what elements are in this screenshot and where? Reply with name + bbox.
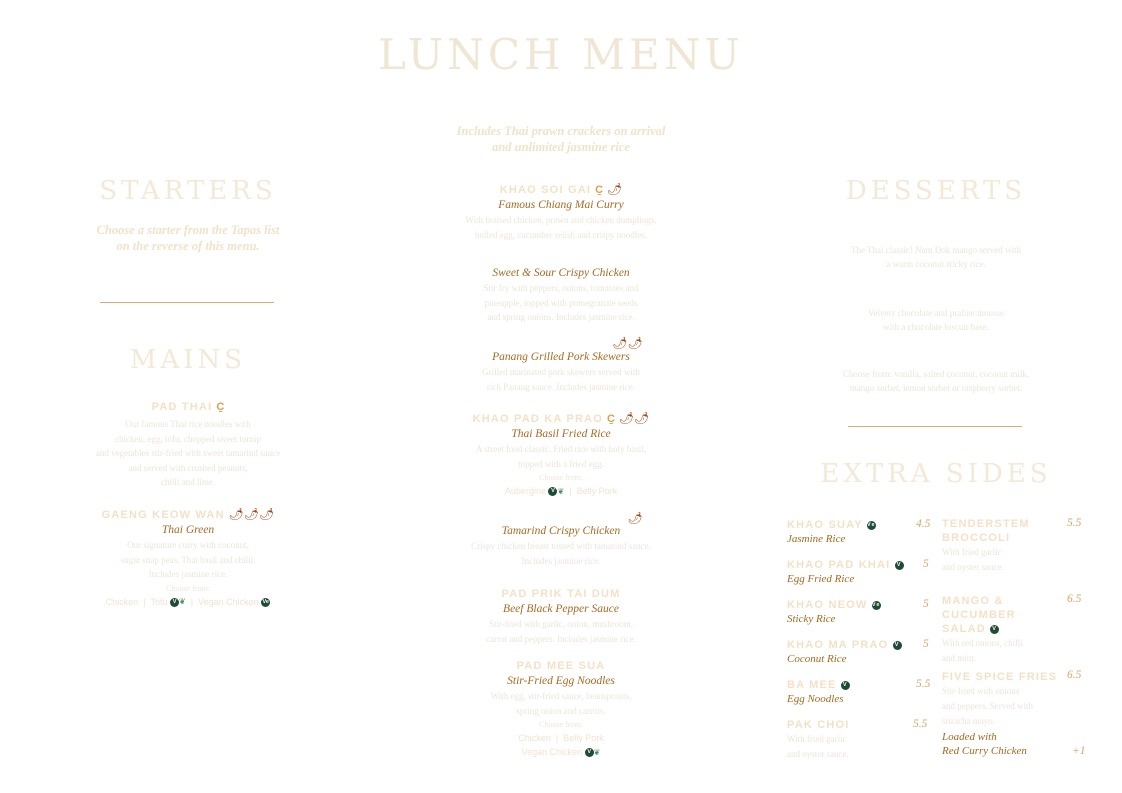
- option-belly-pork: Belly Pork: [563, 733, 604, 743]
- dish-subtitle: Tamarind Crispy Chicken: [501, 525, 621, 537]
- dish-desc-line: Includes jasmine rice.: [521, 555, 601, 566]
- dish-desc-line: boiled egg, cucumber relish and crispy noodles.: [475, 229, 647, 240]
- option-separator: |: [143, 596, 146, 607]
- option-chicken: Chicken: [105, 596, 139, 607]
- choose-from-label: Choose from:: [539, 473, 583, 482]
- dish-khao-soi-gai: [431, 180, 691, 242]
- dish-sweet-sour-chicken: [431, 266, 691, 325]
- side-khao-suay: [787, 518, 927, 546]
- dish-desc-line: Our signature curry with coconut,: [127, 540, 249, 550]
- leaf-icon: ❦: [593, 747, 601, 757]
- side-desc-line: With fried garlic: [787, 734, 847, 744]
- side-subtitle: Jasmine Rice: [787, 533, 846, 545]
- side-desc-line: With red onions, chilli: [942, 638, 1023, 648]
- dish-name: KHAO PAD KA PRAO: [472, 413, 603, 425]
- side-pak-choi: [787, 718, 927, 762]
- option-separator: |: [569, 486, 572, 496]
- dish-desc-line: and vegetables stir-fried with sweet tamarind sauce: [95, 448, 281, 458]
- side-subtitle: Egg Fried Rice: [787, 573, 855, 585]
- option-separator: |: [190, 596, 194, 607]
- dish-desc-line: and spring onions. Includes jasmine rice.: [487, 312, 635, 322]
- gluten-free-icon: C̱: [595, 184, 604, 196]
- option-belly-pork: Belly Pork: [576, 486, 618, 496]
- dish-name: KHAO SOI GAI: [499, 184, 592, 196]
- dish-desc-line: sugar snap peas, Thai basil and chilli.: [120, 554, 256, 565]
- dish-name: PAD PRIK TAI DUM: [501, 588, 621, 600]
- side-name: MANGO & CUCUMBER: [942, 595, 1016, 621]
- loaded-addon: [942, 730, 1067, 758]
- side-price: 5: [923, 598, 929, 610]
- side-price: 5.5: [1067, 517, 1082, 529]
- vegetarian-icon: V: [585, 748, 594, 757]
- side-name: KHAO PAD KHAI V: [787, 558, 927, 572]
- side-name: PAK CHOI: [787, 719, 850, 731]
- dish-desc-line: spring onion and carrots.: [516, 705, 606, 716]
- side-name: KHAO MA PRAO V: [787, 638, 927, 652]
- dish-desc-line: Stir fry with peppers, onions, tomatoes and: [483, 283, 639, 293]
- vegetarian-icon: V: [990, 625, 999, 634]
- side-tenderstem-broccoli: [942, 517, 1062, 575]
- side-price: 6.5: [1067, 593, 1082, 605]
- side-desc-line: and peppers. Served with: [942, 701, 1033, 711]
- vegan-icon: Ve: [866, 521, 876, 528]
- dish-options: [431, 745, 691, 760]
- side-price: 6.5: [1067, 669, 1082, 681]
- dish-desc-line: Includes jasmine rice.: [148, 569, 228, 579]
- loaded-line-2: Red Curry Chicken: [942, 745, 1027, 757]
- dish-subtitle: Beef Black Pepper Sauce: [503, 603, 619, 615]
- side-desc-line: With fried garlic: [942, 547, 1002, 557]
- side-desc-line: Stir-fried with onions: [942, 686, 1020, 696]
- dish-desc-line: topped with a fried egg.: [518, 458, 604, 469]
- dish-desc-line: With egg, stir-fried sauce, beansprouts,: [490, 691, 632, 701]
- side-price: 4.5: [916, 518, 931, 530]
- side-khao-ma-prao: [787, 638, 927, 666]
- starters-note-2: on the reverse of this menu.: [116, 239, 260, 253]
- vegetarian-icon: V: [841, 681, 850, 690]
- side-name: BROCCOLI: [942, 532, 1011, 544]
- intro-note: [411, 123, 711, 155]
- side-name: FIVE SPICE FRIES: [942, 671, 1058, 683]
- starters-note: [60, 222, 316, 254]
- desserts-divider: [848, 426, 1022, 427]
- vegetarian-icon: V: [170, 598, 179, 607]
- dessert-item: [806, 367, 1066, 395]
- chili-icon: 🌶🌶: [612, 336, 643, 350]
- dish-desc-line: rich Panang sauce. Includes jasmine rice.: [486, 381, 636, 392]
- side-name: SALAD V: [942, 622, 1072, 636]
- desserts-heading: DESSERTS: [845, 176, 1027, 206]
- dessert-desc-line: Choose from: vanilla, salted coconut, coconut milk,: [842, 369, 1030, 379]
- side-price: 5.5: [916, 678, 931, 690]
- gluten-free-icon: C̱: [216, 401, 225, 413]
- side-price: 5.5: [913, 718, 928, 730]
- dessert-desc-line: a warm coconut sticky rice.: [886, 259, 986, 269]
- dish-khao-pad-ka-prao: [431, 409, 691, 499]
- chili-icon: 🌶🌶🌶: [228, 507, 275, 521]
- dish-tamarind-chicken: [431, 512, 691, 568]
- dish-desc-line: Grilled marinated pork skewers served with: [482, 367, 640, 377]
- option-vegan-chicken: Vegan Chicken: [198, 596, 259, 607]
- side-desc-line: sriracha mayo.: [942, 716, 995, 726]
- page-title: LUNCH MENU: [378, 30, 744, 79]
- dish-desc-line: With braised chicken, prawn and chicken dumplings,: [465, 215, 657, 225]
- vegetarian-icon: V: [895, 561, 904, 570]
- dish-options: [60, 595, 316, 610]
- side-price: 5: [923, 558, 929, 570]
- choose-from-label: Choose from:: [166, 583, 210, 593]
- dessert-desc-line: Velvety chocolate and praline mousse: [868, 308, 1004, 318]
- dish-options: [431, 484, 691, 499]
- dish-gaeng-keow-wan: [60, 505, 316, 609]
- dish-pad-thai: [60, 397, 316, 490]
- side-name: BA MEE V: [787, 678, 927, 692]
- dessert-desc-line: with a chocolate biscuit base.: [883, 322, 989, 332]
- dish-name: PAD THAI: [151, 401, 213, 413]
- chili-icon: 🌶: [627, 511, 643, 525]
- dish-subtitle: Thai Green: [161, 524, 215, 536]
- vegan-icon: Ve: [871, 601, 881, 608]
- starters-divider: [100, 302, 274, 303]
- dish-subtitle: Famous Chiang Mai Curry: [498, 199, 624, 211]
- side-subtitle: Sticky Rice: [787, 613, 836, 625]
- leaf-icon: ❦: [557, 486, 565, 496]
- dish-pad-mee-sua: [431, 656, 691, 760]
- mains-heading: MAINS: [129, 345, 247, 375]
- side-desc-line: and mint.: [942, 653, 976, 663]
- option-aubergine: Aubergine: [504, 486, 546, 496]
- side-name: TENDERSTEM: [942, 518, 1030, 530]
- starters-heading: STARTERS: [99, 176, 277, 206]
- vegetarian-icon: V: [893, 641, 902, 650]
- dish-options: [431, 731, 691, 745]
- loaded-line-1: Loaded with: [942, 731, 997, 743]
- side-mango-cucumber-salad: [942, 594, 1072, 666]
- intro-line-2: and unlimited jasmine rice: [492, 140, 630, 154]
- side-five-spice-fries: [942, 670, 1067, 729]
- choose-from-label: Choose from:: [539, 720, 583, 729]
- dish-pad-prik-tai-dum: [431, 584, 691, 646]
- chili-icon: 🌶: [607, 182, 623, 196]
- leaf-icon: ❦: [179, 597, 186, 607]
- dish-desc-line: Stir-fried with garlic, onion, mushroom,: [488, 619, 634, 629]
- option-chicken: Chicken: [518, 733, 551, 743]
- dish-subtitle: Sweet & Sour Crispy Chicken: [492, 267, 630, 279]
- dish-desc-line: pineapple, topped with pomegranate seeds: [484, 297, 638, 308]
- side-price: 5: [923, 638, 929, 650]
- side-subtitle: Coconut Rice: [787, 653, 847, 665]
- vegetarian-icon: V: [548, 487, 557, 496]
- dish-name: GAENG KEOW WAN: [101, 509, 225, 521]
- starters-note-1: Choose a starter from the Tapas list: [96, 223, 280, 237]
- dish-subtitle: Panang Grilled Pork Skewers: [492, 351, 630, 363]
- dish-desc-line: chicken, egg, tofu, chopped sweet turnip: [115, 433, 261, 444]
- side-subtitle: Egg Noodles: [787, 693, 844, 705]
- dish-desc-line: and served with crushed peanuts,: [128, 462, 248, 473]
- dish-desc-line: chilli and lime.: [160, 477, 216, 487]
- dish-desc-line: carrot and peppers. Includes jasmine rice.: [486, 633, 636, 644]
- option-vegan-chicken: Vegan Chicken: [521, 747, 583, 757]
- dish-desc-line: Our famous Thai rice noodles with: [125, 419, 251, 429]
- dish-desc-line: Crispy chicken breast tossed with tamarind sauce.: [471, 541, 651, 551]
- dish-panang-skewers: [431, 336, 691, 394]
- dessert-desc-line: mango sorbet, lemon sorbet or raspberry sorbet.: [849, 383, 1023, 393]
- side-name: KHAO SUAY Ve: [787, 519, 876, 531]
- dish-subtitle: Thai Basil Fried Rice: [511, 428, 611, 440]
- chili-icon: 🌶🌶: [618, 411, 650, 425]
- loaded-price: +1: [1072, 745, 1086, 757]
- gluten-free-icon: C̱: [607, 413, 615, 425]
- side-name: KHAO NEOW Ve: [787, 599, 881, 611]
- option-separator: |: [555, 733, 559, 743]
- extra-sides-heading: EXTRA SIDES: [820, 459, 1052, 489]
- dish-desc-line: A street food classic. Fried rice with holy basil,: [476, 444, 646, 454]
- option-tofu: Tofu: [150, 596, 168, 607]
- dish-subtitle: Stir-Fried Egg Noodles: [507, 675, 615, 687]
- side-desc-line: and oyster sauce.: [787, 749, 849, 759]
- dessert-desc-line: The Thai classic! Nam Dok mango served with: [850, 245, 1022, 255]
- vegan-icon: Ve: [262, 598, 269, 605]
- dessert-item: [806, 306, 1066, 334]
- side-desc-line: and oyster sauce.: [942, 562, 1004, 572]
- side-khao-pad-khai: [787, 558, 927, 586]
- dessert-item: [806, 243, 1066, 271]
- side-ba-mee: [787, 678, 927, 706]
- intro-line-1: Includes Thai prawn crackers on arrival: [456, 124, 666, 138]
- dish-name: PAD MEE SUA: [516, 660, 606, 672]
- side-khao-neow: [787, 598, 927, 626]
